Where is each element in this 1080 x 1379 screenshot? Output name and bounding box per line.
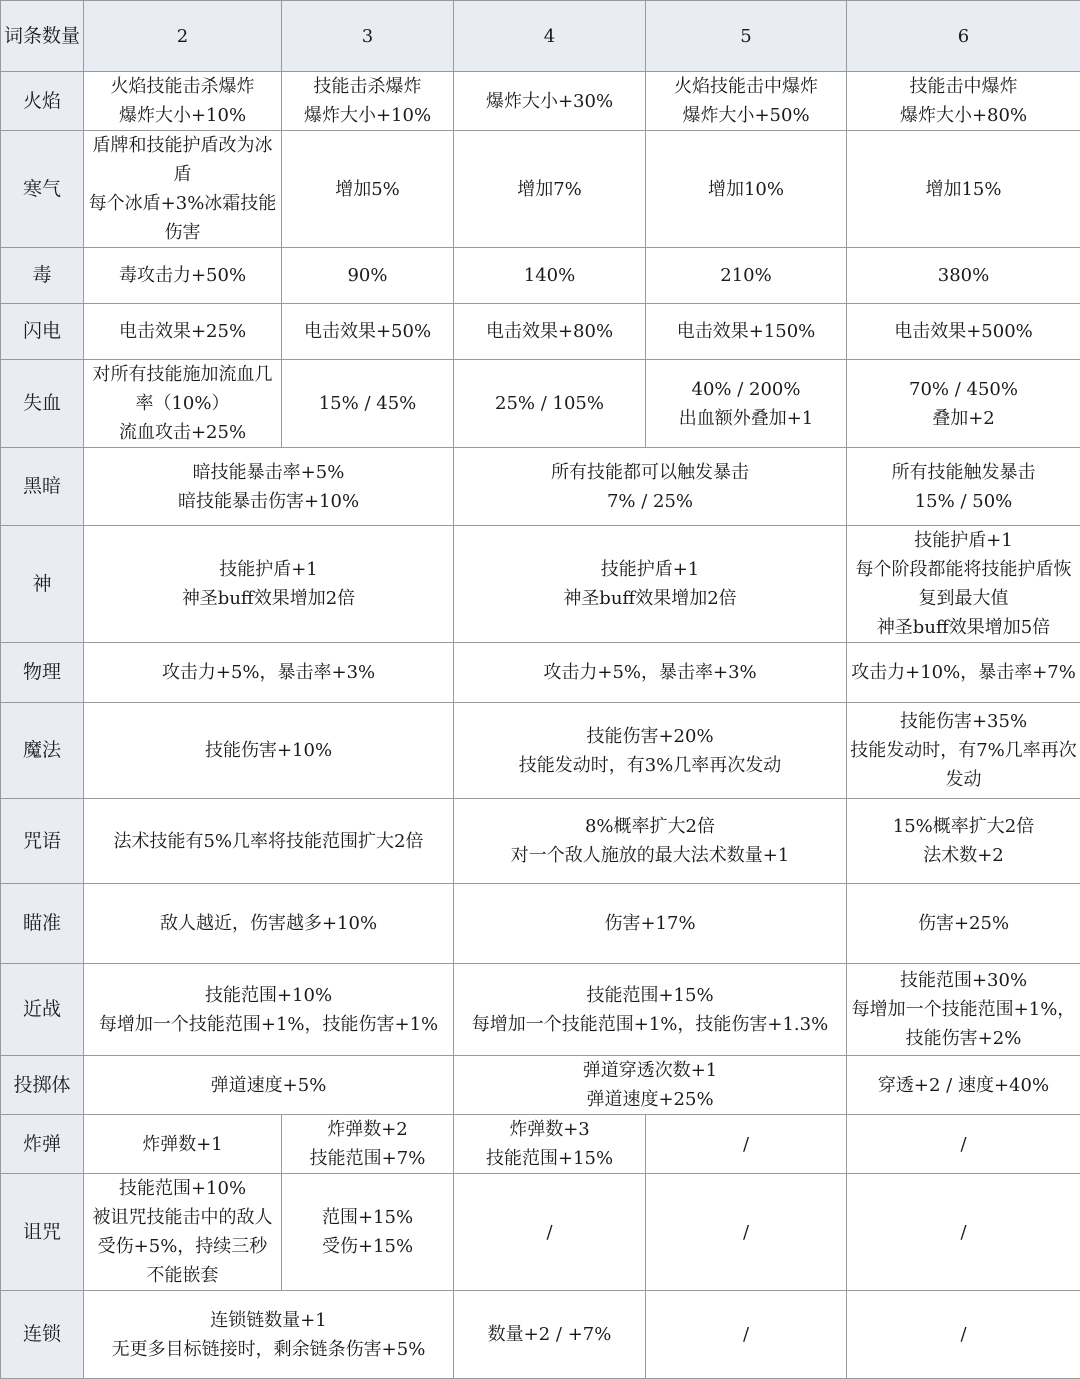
cell-text-line: 电击效果+150% [648, 317, 844, 346]
table-cell [282, 72, 454, 131]
row-label: 咒语 [1, 799, 84, 884]
row-label: 闪电 [1, 304, 84, 360]
cell-text-line: 数量+2 / +7% [456, 1320, 643, 1349]
table-cell [646, 1291, 847, 1379]
table-row [1, 964, 1080, 1056]
table-cell [84, 248, 282, 304]
cell-text-line: 毒攻击力+50% [86, 261, 279, 290]
cell-text-line: 爆炸大小+30% [456, 87, 643, 116]
cell-text-line: 技能伤害+35% [849, 707, 1078, 736]
header-col-6: 6 [847, 1, 1080, 72]
cell-text-line: 弹道速度+5% [86, 1071, 451, 1100]
cell-text-line: / [456, 1218, 643, 1247]
cell-text-line: 范围+15% [284, 1203, 451, 1232]
table-row [1, 1291, 1080, 1379]
cell-text-line: / [648, 1218, 844, 1247]
cell-text-line: 技能发动时，有7%几率再次发动 [849, 736, 1078, 794]
row-label: 黑暗 [1, 448, 84, 526]
cell-text-line: 伤害+25% [849, 909, 1078, 938]
table-cell [454, 72, 646, 131]
table-cell [454, 526, 847, 643]
cell-text-line: 不能嵌套 [86, 1261, 279, 1290]
table-cell [454, 448, 847, 526]
table-cell [847, 643, 1080, 703]
table-cell [847, 72, 1080, 131]
table-cell [847, 703, 1080, 799]
cell-text-line: 对一个敌人施放的最大法术数量+1 [456, 841, 844, 870]
cell-text-line: 技能范围+30% [849, 966, 1078, 995]
table-row [1, 1174, 1080, 1291]
table-cell [847, 799, 1080, 884]
header-col-2: 2 [84, 1, 282, 72]
table-row [1, 643, 1080, 703]
cell-text-line: 380% [849, 261, 1078, 290]
cell-text-line: 电击效果+500% [849, 317, 1078, 346]
cell-text-line: 弹道速度+25% [456, 1085, 844, 1114]
table-cell [847, 1115, 1080, 1174]
cell-text-line: 神圣buff效果增加2倍 [456, 584, 844, 613]
cell-text-line: 25% / 105% [456, 389, 643, 418]
cell-text-line: 敌人越近，伤害越多+10% [86, 909, 451, 938]
header-col-5: 5 [646, 1, 847, 72]
cell-text-line: / [648, 1130, 844, 1159]
table-row [1, 884, 1080, 964]
cell-text-line: 增加10% [648, 175, 844, 204]
row-label: 连锁 [1, 1291, 84, 1379]
cell-text-line: 7% / 25% [456, 487, 844, 516]
table-cell [847, 526, 1080, 643]
cell-text-line: 技能范围+10% [86, 1174, 279, 1203]
table-cell [847, 360, 1080, 448]
cell-text-line: 爆炸大小+80% [849, 101, 1078, 130]
table-cell [282, 1115, 454, 1174]
cell-text-line: 弹道穿透次数+1 [456, 1056, 844, 1085]
cell-text-line: 连锁链数量+1 [86, 1306, 451, 1335]
table-cell [847, 1291, 1080, 1379]
cell-text-line: 每个阶段都能将技能护盾恢复到最大值 [849, 555, 1078, 613]
table-row [1, 304, 1080, 360]
row-label: 失血 [1, 360, 84, 448]
table-cell [454, 131, 646, 248]
cell-text-line: 穿透+2 / 速度+40% [849, 1071, 1078, 1100]
cell-text-line: 技能护盾+1 [86, 555, 451, 584]
cell-text-line: 神圣buff效果增加2倍 [86, 584, 451, 613]
table-cell [454, 1056, 847, 1115]
cell-text-line: 技能护盾+1 [456, 555, 844, 584]
cell-text-line: 攻击力+5%，暴击率+3% [456, 658, 844, 687]
row-label: 神 [1, 526, 84, 643]
table-cell [84, 448, 454, 526]
cell-text-line: 攻击力+10%，暴击率+7% [849, 658, 1078, 687]
cell-text-line: 炸弹数+3 [456, 1115, 643, 1144]
cell-text-line: 140% [456, 261, 643, 290]
cell-text-line: 爆炸大小+50% [648, 101, 844, 130]
table-cell [454, 1291, 646, 1379]
table-cell [282, 131, 454, 248]
table-cell [847, 131, 1080, 248]
table-cell [84, 526, 454, 643]
cell-text-line: 增加7% [456, 175, 643, 204]
table-cell [847, 248, 1080, 304]
table-row [1, 360, 1080, 448]
table-row [1, 526, 1080, 643]
table-cell [84, 1291, 454, 1379]
table-cell [454, 884, 847, 964]
table-cell [282, 248, 454, 304]
table-cell [84, 799, 454, 884]
header-col-3: 3 [282, 1, 454, 72]
row-label: 近战 [1, 964, 84, 1056]
cell-text-line: 暗技能暴击伤害+10% [86, 487, 451, 516]
cell-text-line: 爆炸大小+10% [284, 101, 451, 130]
table-cell [454, 248, 646, 304]
row-label: 投掷体 [1, 1056, 84, 1115]
cell-text-line: 对所有技能施加流血几率（10%） [86, 360, 279, 418]
cell-text-line: / [849, 1130, 1078, 1159]
table-row [1, 72, 1080, 131]
cell-text-line: 电击效果+50% [284, 317, 451, 346]
table-cell [84, 1056, 454, 1115]
cell-text-line: 每个冰盾+3%冰霜技能伤害 [86, 189, 279, 247]
cell-text-line: 每增加一个技能范围+1%，技能伤害+1.3% [456, 1010, 844, 1039]
cell-text-line: 无更多目标链接时，剩余链条伤害+5% [86, 1335, 451, 1364]
table-cell [84, 703, 454, 799]
cell-text-line: 技能发动时，有3%几率再次发动 [456, 751, 844, 780]
cell-text-line: / [849, 1218, 1078, 1247]
table-row [1, 1056, 1080, 1115]
table-cell [84, 964, 454, 1056]
table-cell [84, 304, 282, 360]
table-cell [646, 248, 847, 304]
header-col-4: 4 [454, 1, 646, 72]
table-row [1, 131, 1080, 248]
cell-text-line: 90% [284, 261, 451, 290]
table-cell [282, 1174, 454, 1291]
table-cell [84, 1174, 282, 1291]
cell-text-line: / [849, 1320, 1078, 1349]
cell-text-line: 技能范围+15% [456, 981, 844, 1010]
table-cell [454, 799, 847, 884]
table-cell [84, 131, 282, 248]
table-cell [282, 360, 454, 448]
table-cell [454, 304, 646, 360]
cell-text-line: 所有技能都可以触发暴击 [456, 458, 844, 487]
cell-text-line: 盾牌和技能护盾改为冰盾 [86, 131, 279, 189]
cell-text-line: 伤害+17% [456, 909, 844, 938]
table-row [1, 248, 1080, 304]
table-cell [847, 304, 1080, 360]
table-cell [454, 360, 646, 448]
row-label: 瞄准 [1, 884, 84, 964]
cell-text-line: 210% [648, 261, 844, 290]
table-row [1, 799, 1080, 884]
row-label: 毒 [1, 248, 84, 304]
table-cell [646, 1174, 847, 1291]
cell-text-line: 增加5% [284, 175, 451, 204]
table-cell [646, 360, 847, 448]
table-cell [847, 1174, 1080, 1291]
cell-text-line: 15% / 45% [284, 389, 451, 418]
cell-text-line: 流血攻击+25% [86, 418, 279, 447]
cell-text-line: 炸弹数+1 [86, 1130, 279, 1159]
cell-text-line: 40% / 200% [648, 375, 844, 404]
table-cell [646, 131, 847, 248]
cell-text-line: 15% / 50% [849, 487, 1078, 516]
table-cell [84, 643, 454, 703]
cell-text-line: 受伤+15% [284, 1232, 451, 1261]
header-label: 词条数量 [1, 1, 84, 72]
table-cell [847, 964, 1080, 1056]
cell-text-line: 技能伤害+20% [456, 722, 844, 751]
table-cell [454, 1174, 646, 1291]
cell-text-line: 技能击杀爆炸 [284, 72, 451, 101]
row-label: 寒气 [1, 131, 84, 248]
table-row [1, 448, 1080, 526]
table-cell [847, 1056, 1080, 1115]
cell-text-line: 技能范围+10% [86, 981, 451, 1010]
table-cell [454, 703, 847, 799]
cell-text-line: 神圣buff效果增加5倍 [849, 613, 1078, 642]
cell-text-line: 增加15% [849, 175, 1078, 204]
cell-text-line: 电击效果+25% [86, 317, 279, 346]
row-label: 魔法 [1, 703, 84, 799]
table-row [1, 1115, 1080, 1174]
table-cell [84, 360, 282, 448]
table-cell [646, 1115, 847, 1174]
cell-text-line: 炸弹数+2 [284, 1115, 451, 1144]
cell-text-line: 8%概率扩大2倍 [456, 812, 844, 841]
table-cell [646, 304, 847, 360]
table-cell [454, 643, 847, 703]
cell-text-line: 被诅咒技能击中的敌人受伤+5%，持续三秒 [86, 1203, 279, 1261]
table-cell [84, 1115, 282, 1174]
table-cell [84, 72, 282, 131]
table-cell [454, 1115, 646, 1174]
cell-text-line: 出血额外叠加+1 [648, 404, 844, 433]
cell-text-line: 暗技能暴击率+5% [86, 458, 451, 487]
cell-text-line: 火焰技能击杀爆炸 [86, 72, 279, 101]
cell-text-line: 技能护盾+1 [849, 526, 1078, 555]
table-cell [847, 884, 1080, 964]
row-label: 物理 [1, 643, 84, 703]
table-cell [454, 964, 847, 1056]
cell-text-line: / [648, 1320, 844, 1349]
cell-text-line: 法术技能有5%几率将技能范围扩大2倍 [86, 827, 451, 856]
cell-text-line: 火焰技能击中爆炸 [648, 72, 844, 101]
cell-text-line: 技能伤害+10% [86, 736, 451, 765]
table-row [1, 703, 1080, 799]
cell-text-line: 技能范围+15% [456, 1144, 643, 1173]
cell-text-line: 法术数+2 [849, 841, 1078, 870]
cell-text-line: 技能范围+7% [284, 1144, 451, 1173]
table-cell [646, 72, 847, 131]
cell-text-line: 每增加一个技能范围+1%，技能伤害+1% [86, 1010, 451, 1039]
header-row [1, 1, 1080, 72]
cell-text-line: 70% / 450% [849, 375, 1078, 404]
cell-text-line: 电击效果+80% [456, 317, 643, 346]
cell-text-line: 攻击力+5%，暴击率+3% [86, 658, 451, 687]
cell-text-line: 爆炸大小+10% [86, 101, 279, 130]
row-label: 诅咒 [1, 1174, 84, 1291]
table-cell [84, 884, 454, 964]
cell-text-line: 每增加一个技能范围+1%，技能伤害+2% [849, 995, 1078, 1053]
table-cell [847, 448, 1080, 526]
table-cell [282, 304, 454, 360]
cell-text-line: 叠加+2 [849, 404, 1078, 433]
cell-text-line: 技能击中爆炸 [849, 72, 1078, 101]
cell-text-line: 所有技能触发暴击 [849, 458, 1078, 487]
row-label: 火焰 [1, 72, 84, 131]
row-label: 炸弹 [1, 1115, 84, 1174]
cell-text-line: 15%概率扩大2倍 [849, 812, 1078, 841]
